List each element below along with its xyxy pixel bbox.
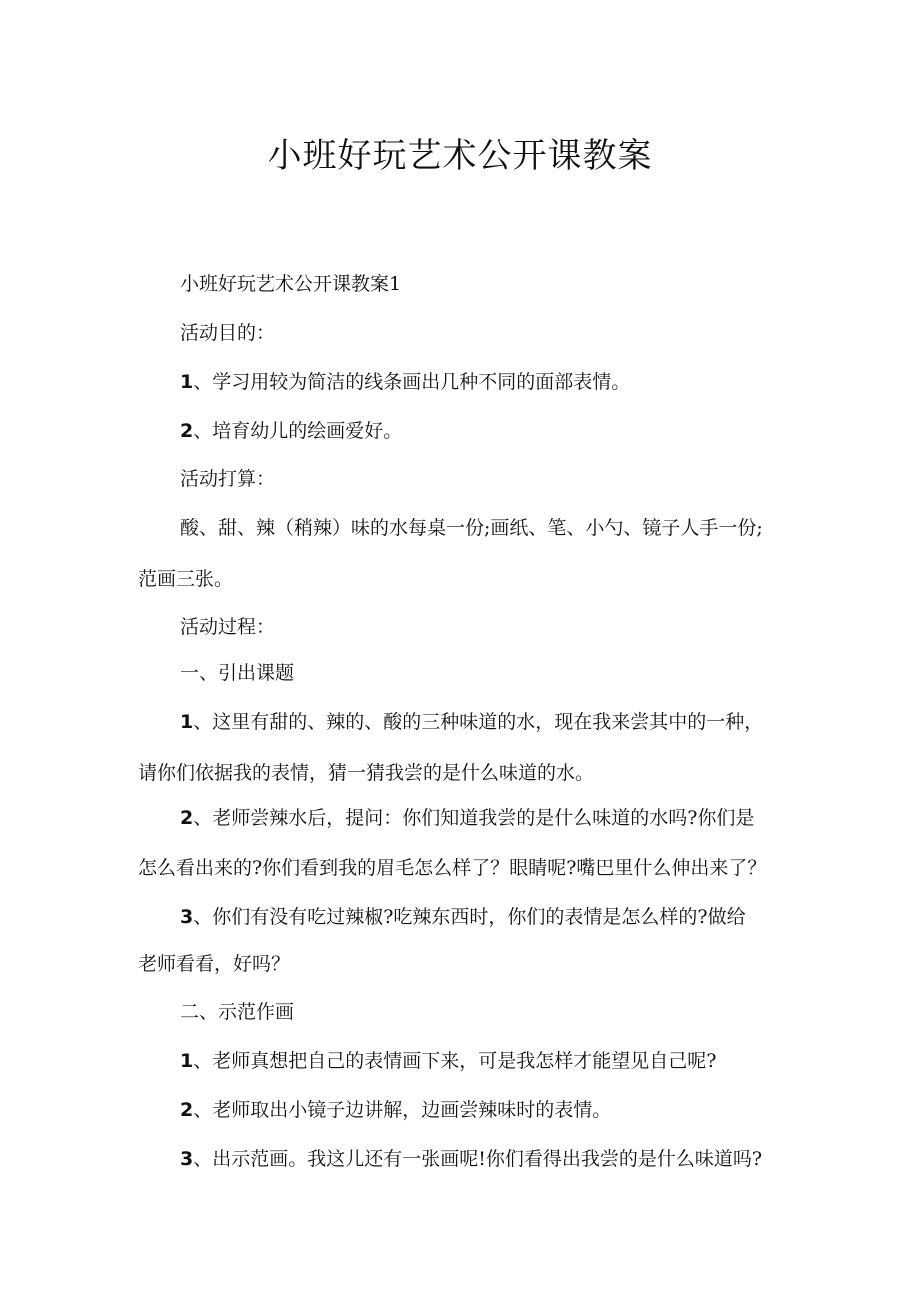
item-number: 1: [180, 711, 194, 733]
activity-goal-heading: 活动目的：: [180, 322, 276, 344]
item-text: 、老师尝辣水后，提问：你们知道我尝的是什么味道的水吗?你们是: [193, 807, 755, 829]
paragraph-line: 怎么看出来的?你们看到我的眉毛怎么样了？眼睛呢?嘴巴里什么伸出来了？: [138, 857, 767, 879]
item-text: 、这里有甜的、辣的、酸的三种味道的水，现在我来尝其中的一种，: [193, 711, 764, 733]
demo-item: [180, 1048, 716, 1074]
process-item: [180, 904, 746, 930]
section-heading: 小班好玩艺术公开课教案1: [180, 273, 402, 295]
document-title: 小班好玩艺术公开课教案: [267, 136, 653, 176]
activity-process-heading: 活动过程：: [180, 616, 276, 638]
item-number: 1: [180, 1050, 194, 1072]
subsection-heading: 一、引出课题: [180, 662, 295, 684]
goal-item: [180, 418, 402, 444]
paragraph-line: 酸、甜、辣（稍辣）味的水每桌一份;画纸、笔、小勺、镜子人手一份;: [180, 517, 763, 539]
process-item: [180, 805, 754, 831]
item-number: 2: [180, 420, 194, 442]
item-text: 、老师真想把自己的表情画下来，可是我怎样才能望见自己呢?: [193, 1050, 717, 1072]
demo-item: [180, 1146, 762, 1172]
item-text: 、出示范画。我这儿还有一张画呢!你们看得出我尝的是什么味道吗?: [193, 1148, 763, 1170]
item-text: 、学习用较为简洁的线条画出几种不同的面部表情。: [193, 371, 631, 393]
demo-item: [180, 1097, 611, 1123]
paragraph-line: 请你们依据我的表情，猜一猜我尝的是什么味道的水。: [138, 762, 595, 784]
item-text: 、培育幼儿的绘画爱好。: [193, 420, 403, 442]
item-number: 1: [180, 371, 194, 393]
item-number: 2: [180, 1099, 194, 1121]
subsection-heading: 二、示范作画: [180, 1001, 295, 1023]
item-number: 2: [180, 807, 194, 829]
paragraph-line: 范画三张。: [138, 568, 234, 590]
activity-prep-heading: 活动打算：: [180, 468, 276, 490]
item-number: 3: [180, 906, 194, 928]
paragraph-line: 老师看看，好吗？: [138, 953, 291, 975]
item-number: 3: [180, 1148, 194, 1170]
item-text: 、你们有没有吃过辣椒?吃辣东西时，你们的表情是怎么样的?做给: [193, 906, 746, 928]
goal-item: [180, 369, 630, 395]
process-item: [180, 709, 763, 735]
item-text: 、老师取出小镜子边讲解，边画尝辣味时的表情。: [193, 1099, 612, 1121]
